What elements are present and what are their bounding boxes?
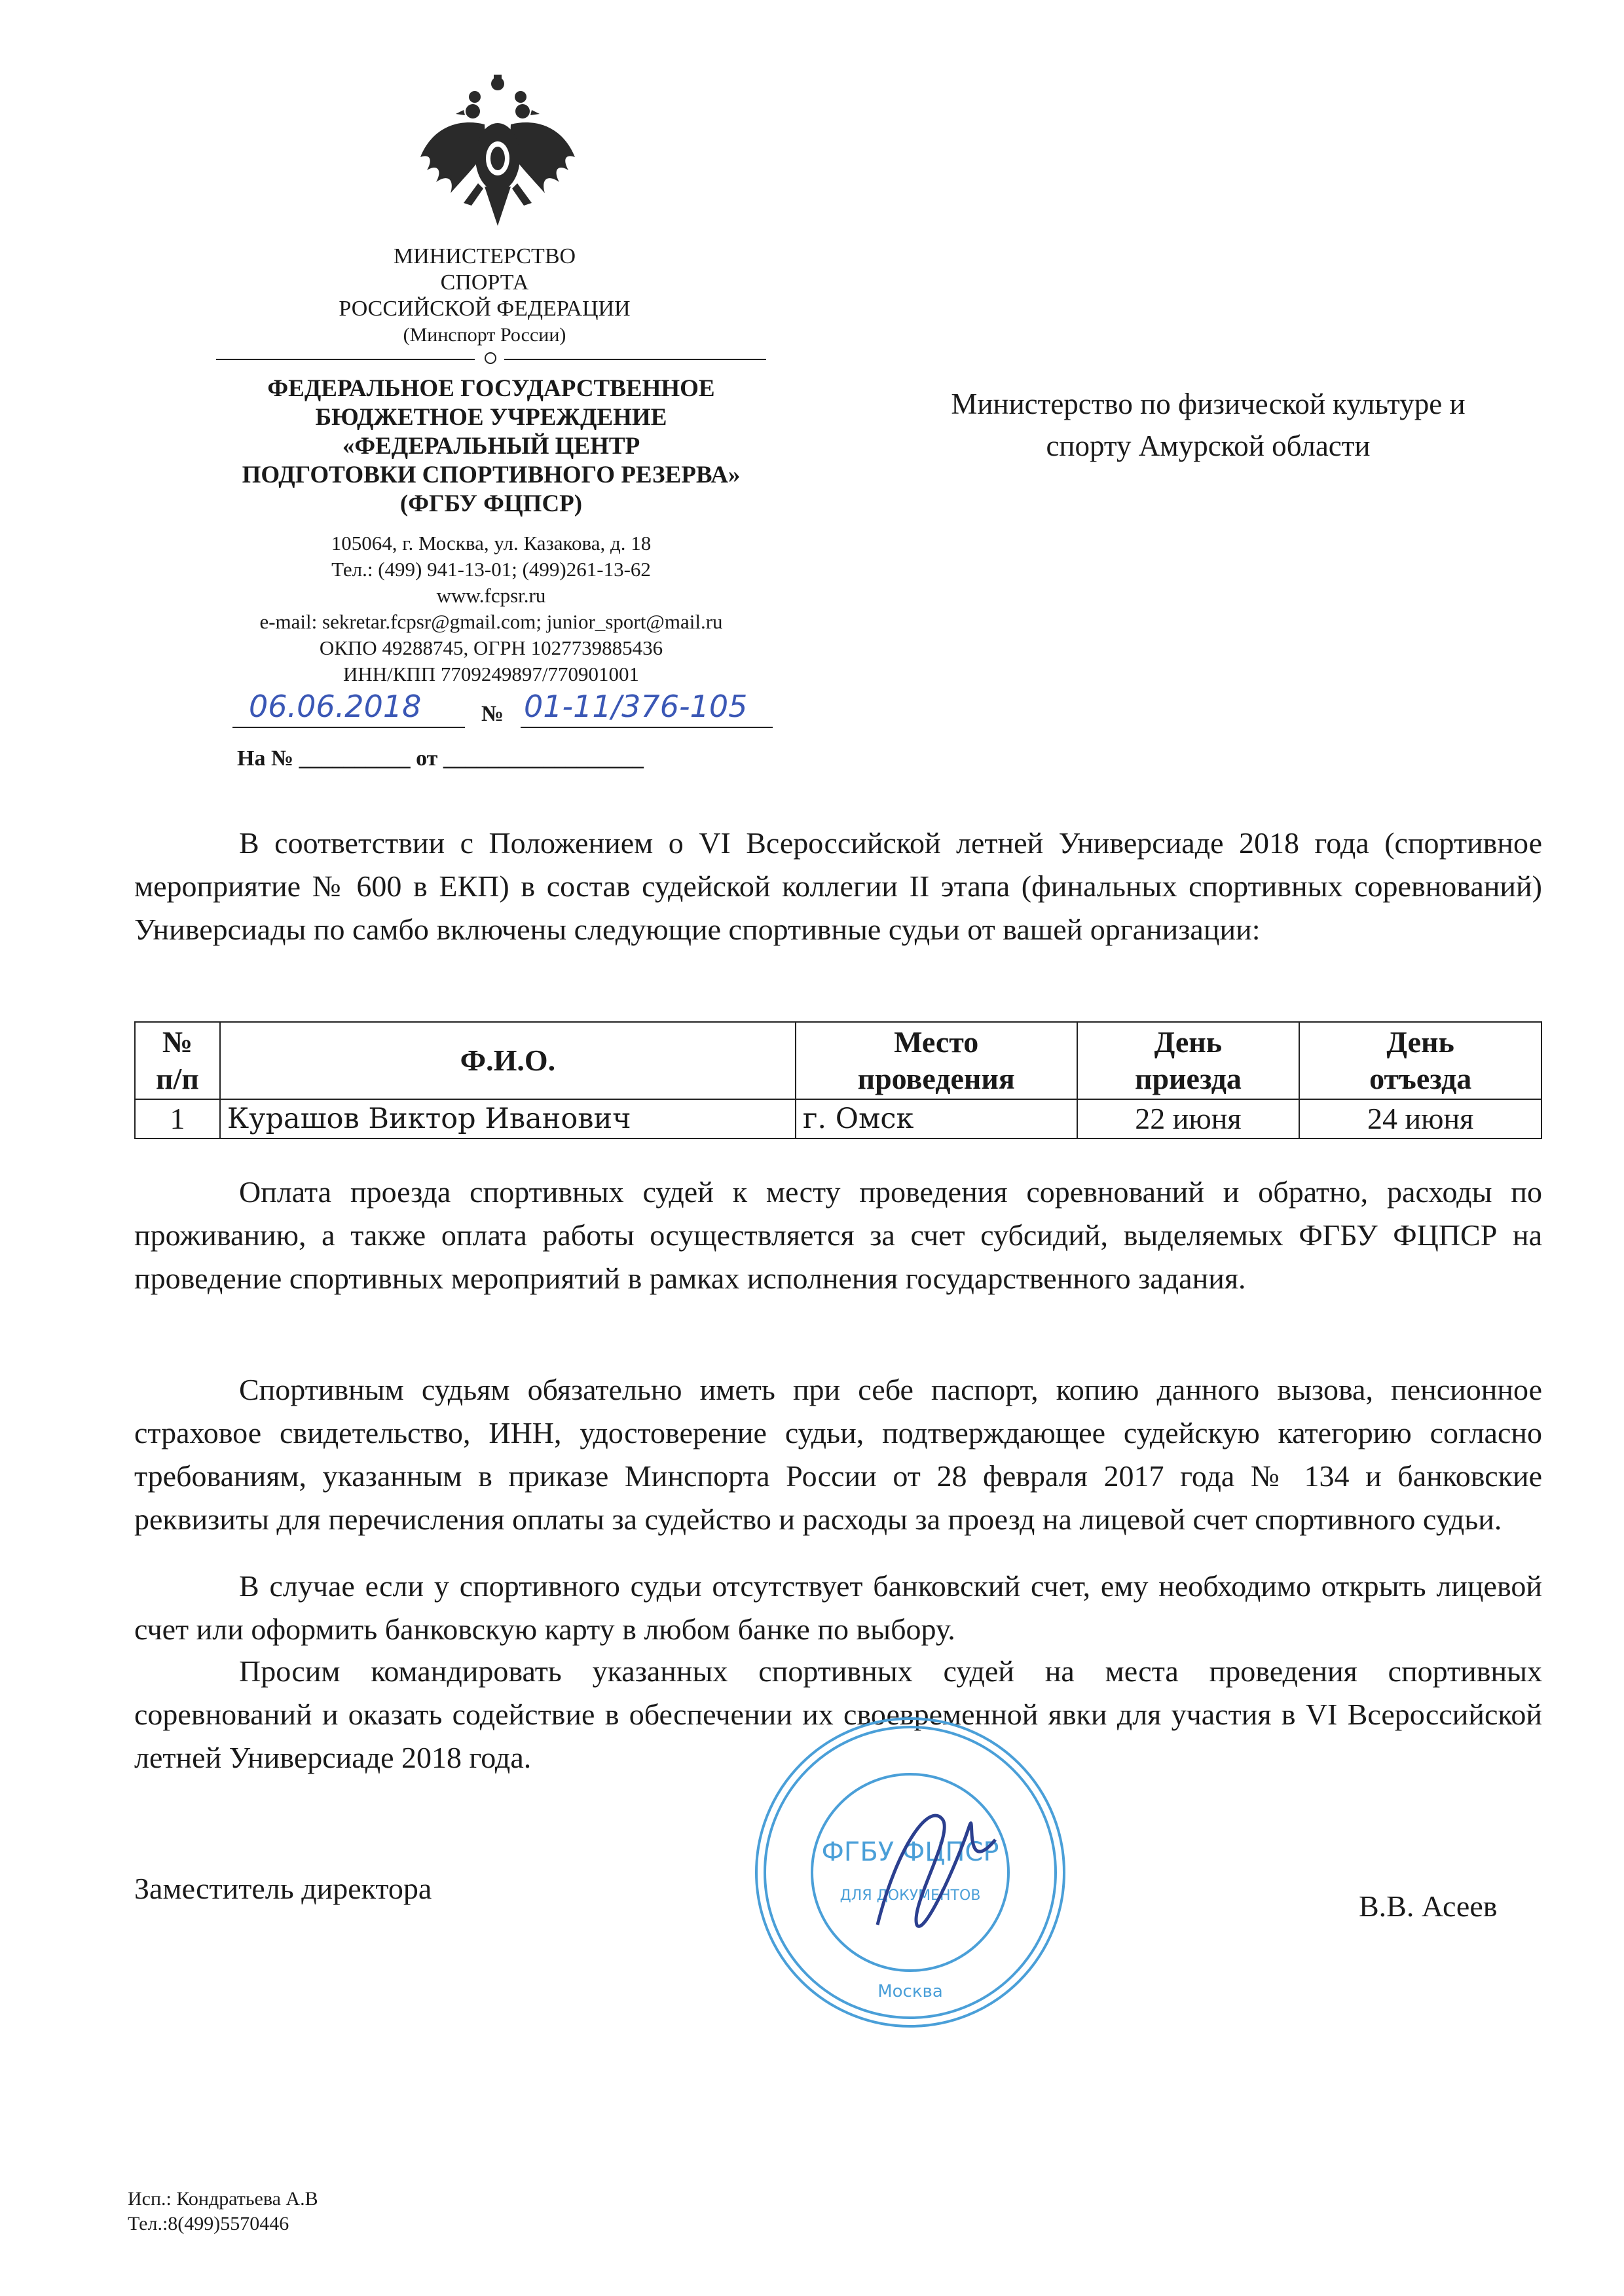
- reference-line: На № __________ от __________________: [237, 746, 644, 771]
- signatory-title: Заместитель директора: [134, 1872, 432, 1905]
- number-sign: №: [481, 702, 504, 726]
- body-paragraph-2: Оплата проезда спортивных судей к месту проведения соревнований и обратно, расходы по проживанию, а также оплата работы осуществляется за счет субсидий, выделяемых ФГБУ ФЦПСР на проведение спортивных мероприятий в рамках исполнения государственного задания.: [134, 1175, 1542, 1295]
- header-departure: День отъезда: [1299, 1022, 1541, 1099]
- signature-scribble: [877, 1815, 995, 1926]
- ministry-line: РОССИЙСКОЙ ФЕДЕРАЦИИ: [339, 297, 631, 321]
- contact-okpo: ОКПО 49288745, ОГРН 1027739885436: [319, 636, 663, 659]
- org-line: ФЕДЕРАЛЬНОЕ ГОСУДАРСТВЕННОЕ: [267, 375, 715, 402]
- cell-name: Курашов Виктор Иванович: [220, 1099, 796, 1139]
- ministry-line: СПОРТА: [440, 270, 529, 295]
- seal-city: Москва: [877, 1982, 943, 2001]
- org-line: «ФЕДЕРАЛЬНЫЙ ЦЕНТР: [342, 433, 640, 460]
- body-paragraph-1: В соответствии с Положением о VI Всероссийской летней Универсиаде 2018 года (спортивное мероприятие № 600 в ЕКП) в состав судейской коллегии II этапа (финальных спортивных соревнований) Универсиады по самбо включены следующие спортивные судьи от вашей организации:: [134, 826, 1542, 946]
- body-paragraph-5: Просим командировать указанных спортивных судей на места проведения спортивных соревнований и оказать содействие в обеспечении их своевременной явки для участия в VI Всероссийской летней Универсиаде 2018 года.: [134, 1654, 1542, 1774]
- document-number: 01-11/376-105: [524, 689, 748, 724]
- executor-phone: Тел.:8(499)5570446: [128, 2213, 289, 2234]
- number-underline: [521, 727, 773, 728]
- double-headed-eagle-emblem-icon: [413, 72, 583, 236]
- contact-address: 105064, г. Москва, ул. Казакова, д. 18: [331, 532, 652, 555]
- org-line: ПОДГОТОВКИ СПОРТИВНОГО РЕЗЕРВА»: [242, 462, 741, 488]
- header-arrival: День приезда: [1077, 1022, 1300, 1099]
- ministry-line: (Минспорт России): [403, 324, 566, 346]
- header-name: Ф.И.О.: [220, 1022, 796, 1099]
- addressee-line: Министерство по физической культуре и: [951, 388, 1466, 420]
- document-date: 06.06.2018: [249, 689, 422, 724]
- body-paragraph-3: Спортивным судьям обязательно иметь при себе паспорт, копию данного вызова, пенсионное страховое свидетельство, ИНН, удостоверение судьи, подтверждающее судейскую категорию согласно требованиям, указанным в приказе Минспорта России от 28 февраля 2017 года № 134 и банковские реквизиты для перечисления оплаты за судейство и расходы за проезд на лицевой счет спортивного судьи.: [134, 1373, 1542, 1536]
- org-line: БЮДЖЕТНОЕ УЧРЕЖДЕНИЕ: [315, 404, 667, 431]
- org-line: (ФГБУ ФЦПСР): [399, 490, 583, 517]
- contact-inn: ИНН/КПП 7709249897/770901001: [342, 663, 640, 685]
- organization-name: [196, 374, 786, 519]
- seal-subtext: ДЛЯ ДОКУМЕНТОВ: [840, 1887, 981, 1904]
- contact-info: [190, 530, 792, 687]
- cell-place: г. Омск: [796, 1099, 1077, 1139]
- judges-table: [134, 1021, 1542, 1139]
- table-header-row: [135, 1022, 1541, 1099]
- signatory-name: В.В. Асеев: [1359, 1889, 1498, 1923]
- divider-circle: [485, 352, 496, 364]
- ministry-header: [196, 244, 773, 348]
- cell-departure: 24 июня: [1299, 1099, 1541, 1139]
- table-row: [135, 1099, 1541, 1139]
- header-place: Место проведения: [796, 1022, 1077, 1099]
- official-seal-icon: [747, 1709, 1074, 2036]
- divider: [216, 359, 475, 360]
- ministry-line: МИНИСТЕРСТВО: [393, 244, 576, 268]
- cell-num: 1: [135, 1099, 220, 1139]
- body-paragraph-4: В случае если у спортивного судьи отсутствует банковский счет, ему необходимо открыть лицевой счет или оформить банковскую карту в любом банке по выбору.: [134, 1569, 1542, 1646]
- seal-text: ФГБУ ФЦПСР: [821, 1837, 999, 1867]
- header-num: № п/п: [135, 1022, 220, 1099]
- cell-arrival: 22 июня: [1077, 1099, 1300, 1139]
- addressee-line: спорту Амурской области: [1046, 429, 1371, 462]
- executor-info: [128, 2187, 318, 2236]
- addressee: [858, 383, 1559, 467]
- divider: [504, 359, 766, 360]
- contact-website: www.fcpsr.ru: [436, 584, 546, 607]
- date-underline: [232, 727, 465, 728]
- contact-phone: Тел.: (499) 941-13-01; (499)261-13-62: [331, 558, 651, 581]
- executor-name: Исп.: Кондратьева А.В: [128, 2188, 318, 2210]
- contact-email: e-mail: sekretar.fcpsr@gmail.com; junior_sport@mail.ru: [259, 610, 723, 633]
